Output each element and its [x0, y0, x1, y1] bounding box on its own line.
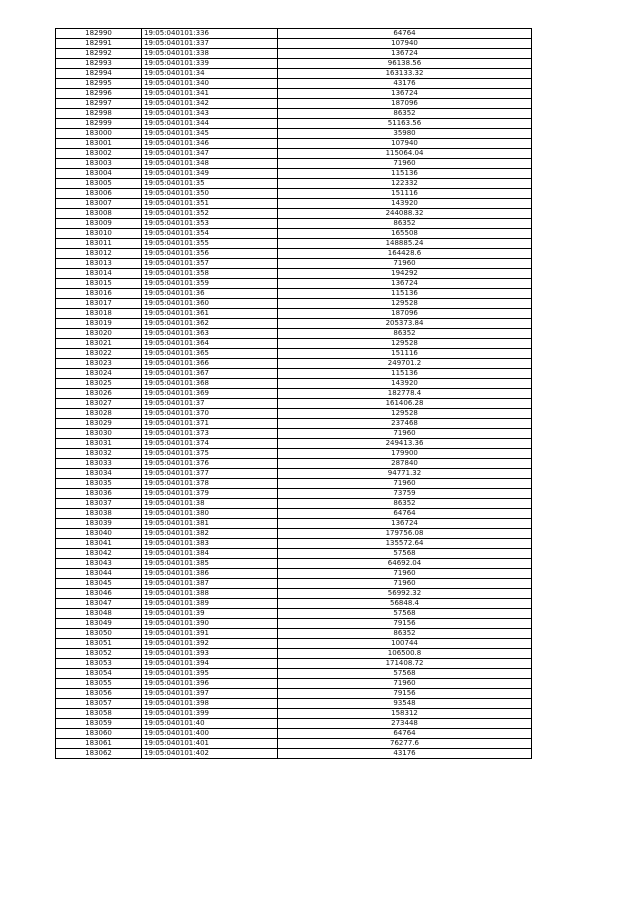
row-number-cell: 183025: [56, 379, 142, 389]
table-row: [56, 249, 532, 259]
value-cell: 71960: [278, 679, 532, 689]
row-number-cell: 183035: [56, 479, 142, 489]
table-row: [56, 79, 532, 89]
cadastral-number-cell: 19:05:040101:400: [142, 729, 278, 739]
table-row: [56, 319, 532, 329]
cadastral-number-cell: 19:05:040101:387: [142, 579, 278, 589]
table-row: [56, 349, 532, 359]
row-number-cell: 183017: [56, 299, 142, 309]
value-cell: 179900: [278, 449, 532, 459]
value-cell: 136724: [278, 49, 532, 59]
cadastral-number-cell: 19:05:040101:348: [142, 159, 278, 169]
row-number-cell: 182991: [56, 39, 142, 49]
value-cell: 182778.4: [278, 389, 532, 399]
value-cell: 161406.28: [278, 399, 532, 409]
value-cell: 64764: [278, 29, 532, 39]
value-cell: 249701.2: [278, 359, 532, 369]
value-cell: 71960: [278, 579, 532, 589]
row-number-cell: 183006: [56, 189, 142, 199]
value-cell: 165508: [278, 229, 532, 239]
row-number-cell: 183002: [56, 149, 142, 159]
cadastral-number-cell: 19:05:040101:367: [142, 369, 278, 379]
table-row: [56, 549, 532, 559]
row-number-cell: 183000: [56, 129, 142, 139]
cadastral-number-cell: 19:05:040101:378: [142, 479, 278, 489]
table-row: [56, 559, 532, 569]
cadastral-number-cell: 19:05:040101:361: [142, 309, 278, 319]
table-row: [56, 709, 532, 719]
cadastral-number-cell: 19:05:040101:341: [142, 89, 278, 99]
table-row: [56, 499, 532, 509]
row-number-cell: 183042: [56, 549, 142, 559]
table-row: [56, 209, 532, 219]
cadastral-number-cell: 19:05:040101:393: [142, 649, 278, 659]
row-number-cell: 183013: [56, 259, 142, 269]
value-cell: 151116: [278, 189, 532, 199]
cadastral-number-cell: 19:05:040101:390: [142, 619, 278, 629]
value-cell: 43176: [278, 79, 532, 89]
cadastral-number-cell: 19:05:040101:399: [142, 709, 278, 719]
row-number-cell: 183020: [56, 329, 142, 339]
table-row: [56, 429, 532, 439]
table-row: [56, 449, 532, 459]
row-number-cell: 183058: [56, 709, 142, 719]
table-row: [56, 689, 532, 699]
value-cell: 79156: [278, 619, 532, 629]
table-row: [56, 639, 532, 649]
value-cell: 273448: [278, 719, 532, 729]
table-row: [56, 529, 532, 539]
value-cell: 171408.72: [278, 659, 532, 669]
cadastral-number-cell: 19:05:040101:35: [142, 179, 278, 189]
row-number-cell: 183053: [56, 659, 142, 669]
table-row: [56, 309, 532, 319]
row-number-cell: 183051: [56, 639, 142, 649]
cadastral-number-cell: 19:05:040101:392: [142, 639, 278, 649]
value-cell: 135572.64: [278, 539, 532, 549]
value-cell: 244088.32: [278, 209, 532, 219]
row-number-cell: 182995: [56, 79, 142, 89]
table-row: [56, 39, 532, 49]
cadastral-number-cell: 19:05:040101:384: [142, 549, 278, 559]
value-cell: 115064.04: [278, 149, 532, 159]
table-row: [56, 139, 532, 149]
row-number-cell: 183033: [56, 459, 142, 469]
row-number-cell: 182994: [56, 69, 142, 79]
cadastral-number-cell: 19:05:040101:358: [142, 269, 278, 279]
value-cell: 158312: [278, 709, 532, 719]
table-row: [56, 199, 532, 209]
table-row: [56, 699, 532, 709]
value-cell: 194292: [278, 269, 532, 279]
value-cell: 86352: [278, 629, 532, 639]
cadastral-number-cell: 19:05:040101:357: [142, 259, 278, 269]
cadastral-number-cell: 19:05:040101:380: [142, 509, 278, 519]
table-row: [56, 239, 532, 249]
table-row: [56, 259, 532, 269]
cadastral-number-cell: 19:05:040101:391: [142, 629, 278, 639]
row-number-cell: 183039: [56, 519, 142, 529]
cadastral-number-cell: 19:05:040101:368: [142, 379, 278, 389]
table-row: [56, 399, 532, 409]
value-cell: 164428.6: [278, 249, 532, 259]
value-cell: 122332: [278, 179, 532, 189]
cadastral-number-cell: 19:05:040101:374: [142, 439, 278, 449]
table-row: [56, 129, 532, 139]
row-number-cell: 183050: [56, 629, 142, 639]
value-cell: 64764: [278, 729, 532, 739]
row-number-cell: 183034: [56, 469, 142, 479]
cadastral-number-cell: 19:05:040101:397: [142, 689, 278, 699]
cadastral-number-cell: 19:05:040101:344: [142, 119, 278, 129]
value-cell: 237468: [278, 419, 532, 429]
row-number-cell: 183062: [56, 749, 142, 759]
table-body: [56, 29, 532, 759]
cadastral-number-cell: 19:05:040101:386: [142, 569, 278, 579]
row-number-cell: 183018: [56, 309, 142, 319]
cadastral-number-cell: 19:05:040101:370: [142, 409, 278, 419]
row-number-cell: 183059: [56, 719, 142, 729]
row-number-cell: 183021: [56, 339, 142, 349]
row-number-cell: 183026: [56, 389, 142, 399]
table-row: [56, 59, 532, 69]
table-row: [56, 289, 532, 299]
value-cell: 136724: [278, 519, 532, 529]
value-cell: 151116: [278, 349, 532, 359]
row-number-cell: 182998: [56, 109, 142, 119]
table-row: [56, 179, 532, 189]
cadastral-number-cell: 19:05:040101:365: [142, 349, 278, 359]
row-number-cell: 183010: [56, 229, 142, 239]
table-row: [56, 389, 532, 399]
row-number-cell: 183049: [56, 619, 142, 629]
value-cell: 86352: [278, 219, 532, 229]
value-cell: 249413.36: [278, 439, 532, 449]
row-number-cell: 183047: [56, 599, 142, 609]
cadastral-number-cell: 19:05:040101:337: [142, 39, 278, 49]
value-cell: 136724: [278, 89, 532, 99]
row-number-cell: 183015: [56, 279, 142, 289]
cadastral-number-cell: 19:05:040101:402: [142, 749, 278, 759]
table-row: [56, 619, 532, 629]
table-row: [56, 119, 532, 129]
table-row: [56, 509, 532, 519]
cadastral-number-cell: 19:05:040101:40: [142, 719, 278, 729]
cadastral-value-table: [55, 28, 532, 759]
cadastral-number-cell: 19:05:040101:352: [142, 209, 278, 219]
cadastral-number-cell: 19:05:040101:375: [142, 449, 278, 459]
row-number-cell: 183060: [56, 729, 142, 739]
cadastral-number-cell: 19:05:040101:398: [142, 699, 278, 709]
value-cell: 76277.6: [278, 739, 532, 749]
cadastral-number-cell: 19:05:040101:350: [142, 189, 278, 199]
table-row: [56, 279, 532, 289]
row-number-cell: 183046: [56, 589, 142, 599]
table-row: [56, 89, 532, 99]
table-row: [56, 109, 532, 119]
row-number-cell: 183016: [56, 289, 142, 299]
value-cell: 64692.04: [278, 559, 532, 569]
table-row: [56, 649, 532, 659]
value-cell: 115136: [278, 169, 532, 179]
row-number-cell: 183012: [56, 249, 142, 259]
row-number-cell: 183055: [56, 679, 142, 689]
row-number-cell: 183048: [56, 609, 142, 619]
value-cell: 143920: [278, 379, 532, 389]
row-number-cell: 183045: [56, 579, 142, 589]
row-number-cell: 183031: [56, 439, 142, 449]
value-cell: 115136: [278, 369, 532, 379]
cadastral-number-cell: 19:05:040101:353: [142, 219, 278, 229]
cadastral-number-cell: 19:05:040101:377: [142, 469, 278, 479]
value-cell: 56848.4: [278, 599, 532, 609]
cadastral-number-cell: 19:05:040101:366: [142, 359, 278, 369]
row-number-cell: 183032: [56, 449, 142, 459]
cadastral-number-cell: 19:05:040101:36: [142, 289, 278, 299]
table-row: [56, 299, 532, 309]
table-row: [56, 359, 532, 369]
table-row: [56, 69, 532, 79]
table-row: [56, 229, 532, 239]
cadastral-number-cell: 19:05:040101:382: [142, 529, 278, 539]
row-number-cell: 183040: [56, 529, 142, 539]
row-number-cell: 183023: [56, 359, 142, 369]
value-cell: 129528: [278, 339, 532, 349]
row-number-cell: 182999: [56, 119, 142, 129]
table-row: [56, 269, 532, 279]
cadastral-number-cell: 19:05:040101:381: [142, 519, 278, 529]
cadastral-number-cell: 19:05:040101:359: [142, 279, 278, 289]
cadastral-number-cell: 19:05:040101:385: [142, 559, 278, 569]
row-number-cell: 182993: [56, 59, 142, 69]
value-cell: 115136: [278, 289, 532, 299]
row-number-cell: 183014: [56, 269, 142, 279]
table-row: [56, 679, 532, 689]
table-row: [56, 219, 532, 229]
row-number-cell: 183038: [56, 509, 142, 519]
table-row: [56, 29, 532, 39]
row-number-cell: 183003: [56, 159, 142, 169]
cadastral-number-cell: 19:05:040101:351: [142, 199, 278, 209]
cadastral-number-cell: 19:05:040101:395: [142, 669, 278, 679]
cadastral-number-cell: 19:05:040101:38: [142, 499, 278, 509]
table-row: [56, 589, 532, 599]
cadastral-number-cell: 19:05:040101:340: [142, 79, 278, 89]
cadastral-number-cell: 19:05:040101:362: [142, 319, 278, 329]
row-number-cell: 182997: [56, 99, 142, 109]
cadastral-number-cell: 19:05:040101:338: [142, 49, 278, 59]
row-number-cell: 183029: [56, 419, 142, 429]
table-row: [56, 339, 532, 349]
row-number-cell: 183019: [56, 319, 142, 329]
value-cell: 71960: [278, 569, 532, 579]
cadastral-number-cell: 19:05:040101:383: [142, 539, 278, 549]
value-cell: 86352: [278, 499, 532, 509]
table-row: [56, 439, 532, 449]
table-row: [56, 729, 532, 739]
value-cell: 71960: [278, 259, 532, 269]
cadastral-number-cell: 19:05:040101:355: [142, 239, 278, 249]
cadastral-number-cell: 19:05:040101:343: [142, 109, 278, 119]
value-cell: 100744: [278, 639, 532, 649]
table-row: [56, 99, 532, 109]
table-row: [56, 489, 532, 499]
row-number-cell: 183041: [56, 539, 142, 549]
value-cell: 143920: [278, 199, 532, 209]
cadastral-number-cell: 19:05:040101:349: [142, 169, 278, 179]
value-cell: 187096: [278, 99, 532, 109]
value-cell: 86352: [278, 109, 532, 119]
row-number-cell: 183024: [56, 369, 142, 379]
value-cell: 57568: [278, 609, 532, 619]
value-cell: 187096: [278, 309, 532, 319]
row-number-cell: 183005: [56, 179, 142, 189]
row-number-cell: 183043: [56, 559, 142, 569]
table-row: [56, 159, 532, 169]
value-cell: 64764: [278, 509, 532, 519]
row-number-cell: 183008: [56, 209, 142, 219]
row-number-cell: 183057: [56, 699, 142, 709]
table-row: [56, 329, 532, 339]
table-row: [56, 539, 532, 549]
cadastral-number-cell: 19:05:040101:34: [142, 69, 278, 79]
row-number-cell: 183052: [56, 649, 142, 659]
value-cell: 51163.56: [278, 119, 532, 129]
table-row: [56, 659, 532, 669]
row-number-cell: 183056: [56, 689, 142, 699]
table-row: [56, 479, 532, 489]
value-cell: 136724: [278, 279, 532, 289]
row-number-cell: 183011: [56, 239, 142, 249]
cadastral-number-cell: 19:05:040101:342: [142, 99, 278, 109]
row-number-cell: 183007: [56, 199, 142, 209]
cadastral-number-cell: 19:05:040101:39: [142, 609, 278, 619]
table-row: [56, 149, 532, 159]
value-cell: 107940: [278, 139, 532, 149]
value-cell: 35980: [278, 129, 532, 139]
cadastral-number-cell: 19:05:040101:346: [142, 139, 278, 149]
table-row: [56, 599, 532, 609]
value-cell: 179756.08: [278, 529, 532, 539]
value-cell: 71960: [278, 429, 532, 439]
table-row: [56, 629, 532, 639]
table-row: [56, 739, 532, 749]
cadastral-number-cell: 19:05:040101:360: [142, 299, 278, 309]
value-cell: 56992.32: [278, 589, 532, 599]
table-row: [56, 749, 532, 759]
table-row: [56, 569, 532, 579]
value-cell: 129528: [278, 299, 532, 309]
table-row: [56, 49, 532, 59]
row-number-cell: 182992: [56, 49, 142, 59]
cadastral-number-cell: 19:05:040101:369: [142, 389, 278, 399]
table-row: [56, 419, 532, 429]
table-row: [56, 189, 532, 199]
table-row: [56, 609, 532, 619]
row-number-cell: 182990: [56, 29, 142, 39]
cadastral-number-cell: 19:05:040101:37: [142, 399, 278, 409]
row-number-cell: 183022: [56, 349, 142, 359]
cadastral-number-cell: 19:05:040101:354: [142, 229, 278, 239]
cadastral-number-cell: 19:05:040101:356: [142, 249, 278, 259]
table-row: [56, 719, 532, 729]
row-number-cell: 183004: [56, 169, 142, 179]
cadastral-number-cell: 19:05:040101:388: [142, 589, 278, 599]
table-row: [56, 369, 532, 379]
cadastral-number-cell: 19:05:040101:389: [142, 599, 278, 609]
value-cell: 129528: [278, 409, 532, 419]
value-cell: 205373.84: [278, 319, 532, 329]
row-number-cell: 183009: [56, 219, 142, 229]
row-number-cell: 183028: [56, 409, 142, 419]
value-cell: 71960: [278, 479, 532, 489]
cadastral-number-cell: 19:05:040101:363: [142, 329, 278, 339]
cadastral-number-cell: 19:05:040101:373: [142, 429, 278, 439]
row-number-cell: 183044: [56, 569, 142, 579]
value-cell: 57568: [278, 549, 532, 559]
row-number-cell: 183027: [56, 399, 142, 409]
value-cell: 73759: [278, 489, 532, 499]
value-cell: 107940: [278, 39, 532, 49]
table-row: [56, 169, 532, 179]
row-number-cell: 183054: [56, 669, 142, 679]
table-row: [56, 579, 532, 589]
value-cell: 93548: [278, 699, 532, 709]
cadastral-number-cell: 19:05:040101:376: [142, 459, 278, 469]
row-number-cell: 183036: [56, 489, 142, 499]
row-number-cell: 182996: [56, 89, 142, 99]
cadastral-number-cell: 19:05:040101:364: [142, 339, 278, 349]
value-cell: 86352: [278, 329, 532, 339]
cadastral-number-cell: 19:05:040101:347: [142, 149, 278, 159]
row-number-cell: 183001: [56, 139, 142, 149]
table-row: [56, 459, 532, 469]
value-cell: 94771.32: [278, 469, 532, 479]
cadastral-number-cell: 19:05:040101:339: [142, 59, 278, 69]
cadastral-number-cell: 19:05:040101:379: [142, 489, 278, 499]
value-cell: 148885.24: [278, 239, 532, 249]
cadastral-number-cell: 19:05:040101:336: [142, 29, 278, 39]
table-row: [56, 669, 532, 679]
table-row: [56, 469, 532, 479]
table-row: [56, 379, 532, 389]
value-cell: 71960: [278, 159, 532, 169]
value-cell: 79156: [278, 689, 532, 699]
row-number-cell: 183061: [56, 739, 142, 749]
row-number-cell: 183037: [56, 499, 142, 509]
cadastral-number-cell: 19:05:040101:371: [142, 419, 278, 429]
cadastral-number-cell: 19:05:040101:396: [142, 679, 278, 689]
value-cell: 57568: [278, 669, 532, 679]
value-cell: 163133.32: [278, 69, 532, 79]
cadastral-number-cell: 19:05:040101:401: [142, 739, 278, 749]
value-cell: 43176: [278, 749, 532, 759]
table-row: [56, 519, 532, 529]
value-cell: 106500.8: [278, 649, 532, 659]
table-row: [56, 409, 532, 419]
row-number-cell: 183030: [56, 429, 142, 439]
value-cell: 287840: [278, 459, 532, 469]
cadastral-number-cell: 19:05:040101:394: [142, 659, 278, 669]
cadastral-number-cell: 19:05:040101:345: [142, 129, 278, 139]
value-cell: 96138.56: [278, 59, 532, 69]
